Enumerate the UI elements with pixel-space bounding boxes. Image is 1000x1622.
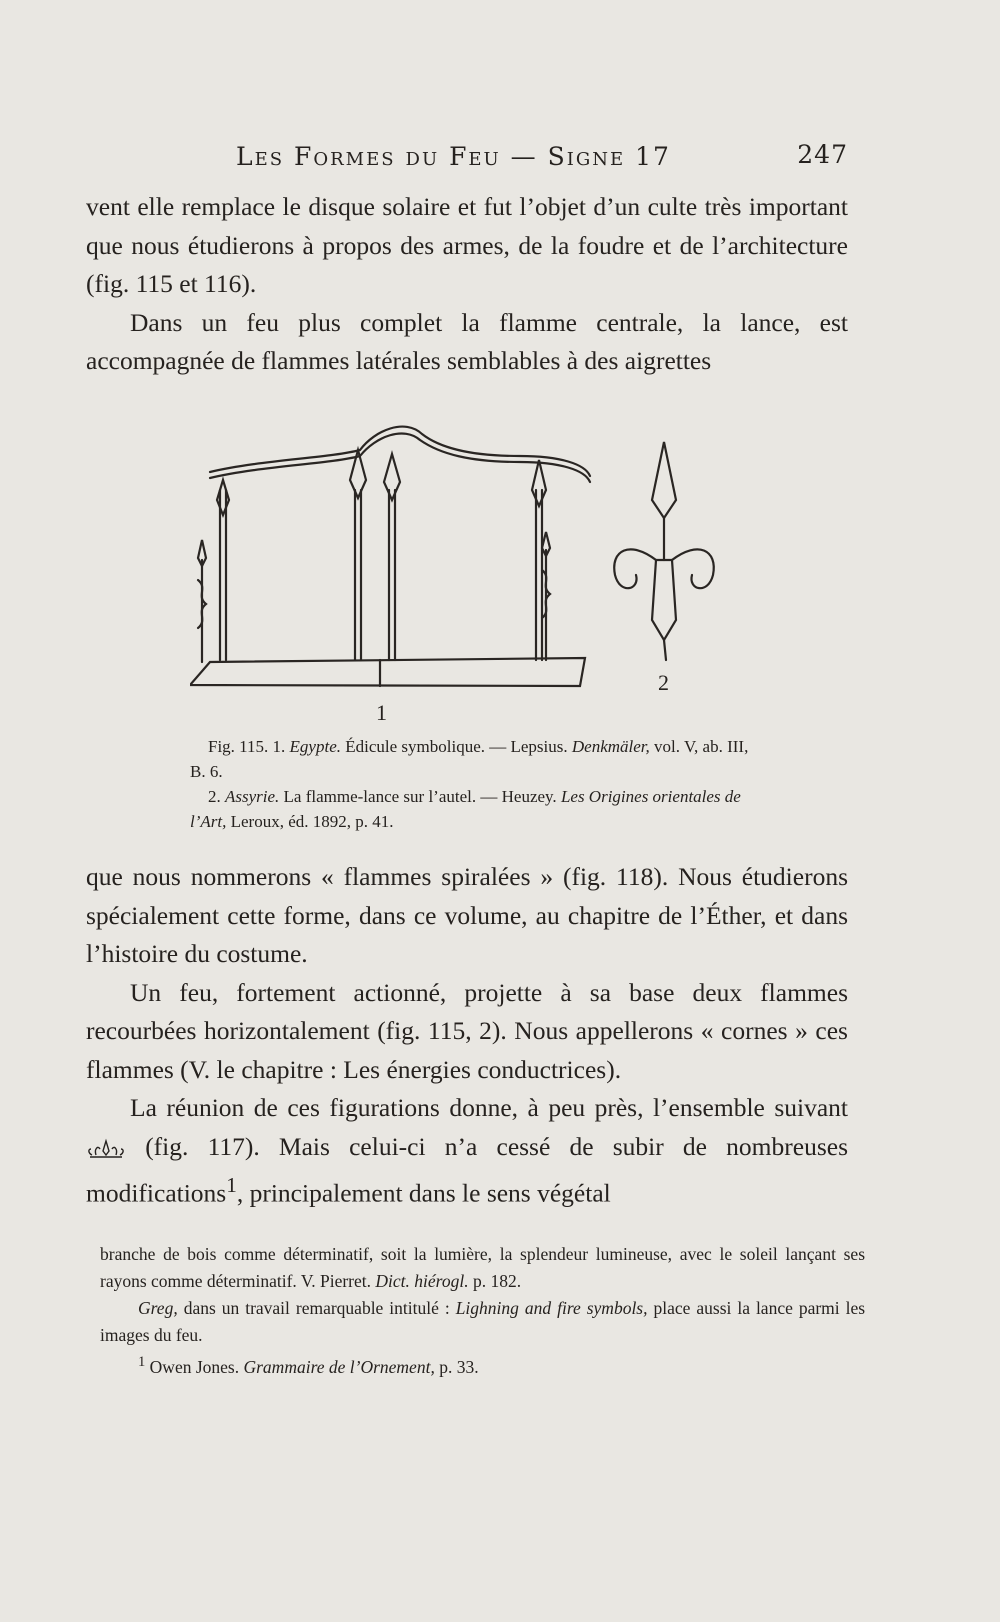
footnote-text: branche de bois comme déterminatif, soit la lumière, la splendeur lumineuse, avec le soleil lançant ses rayons comme déterminatif. V. Pierret. — [100, 1244, 865, 1291]
footnote-marker: 1 — [226, 1173, 237, 1197]
footnote-text: p. 182. — [472, 1271, 522, 1291]
footnotes — [100, 1241, 865, 1381]
footnote-text: p. 33. — [439, 1356, 479, 1377]
paragraph-text: (fig. 117). Mais celui-ci n’a cessé de subir de nombreuses modifications — [86, 1131, 848, 1208]
paragraph-text: La réunion de ces figurations donne, à peu près, l’ensemble suivant — [130, 1093, 848, 1122]
ornament-glyph-icon — [86, 1137, 126, 1161]
body-text-top — [86, 188, 848, 381]
footnote — [100, 1349, 865, 1381]
caption-item-num: 2. — [208, 787, 221, 806]
footnote-italic: Lighning and fire symbols, — [455, 1298, 648, 1318]
footnote-text: place aussi la lance parmi les images du feu. — [100, 1298, 866, 1345]
footnote-italic: Dict. hiérogl. — [375, 1271, 469, 1291]
caption-source-detail: vol. V, ab. III, B. 6. — [190, 737, 749, 781]
figure-label-1: 1 — [376, 700, 387, 725]
caption-text: La flamme-lance sur l’autel. — Heuzey. — [283, 787, 557, 806]
paragraph-text: , principalement dans le sens végétal — [236, 1178, 611, 1208]
caption-text: Édicule symbolique. — Lepsius. — [345, 737, 568, 756]
caption-line — [190, 784, 750, 834]
footnote-number: 1 — [138, 1354, 146, 1370]
footnote-continuation — [100, 1241, 865, 1295]
figure-caption — [190, 734, 750, 834]
paragraph: Un feu, fortement actionné, projette à sa base deux flammes recourbées horizontalement (fig. 115, 2). Nous appellerons « cornes » ces flammes (V. le chapitre : Les énergies conductrices). — [86, 977, 848, 1084]
page-number: 247 — [797, 140, 848, 169]
paragraph: vent elle remplace le disque solaire et fut l’objet d’un culte très important que nous étudierons à propos des armes, de la foudre et de l’architecture (fig. 115 et 116). — [86, 192, 848, 298]
body-text-bottom — [86, 858, 848, 1213]
paragraph — [86, 1089, 848, 1213]
footnote — [100, 1295, 865, 1349]
paragraph: Dans un feu plus complet la flamme centrale, la lance, est accompagnée de flammes latérales semblables à des aigrettes — [86, 307, 848, 375]
running-header — [88, 138, 848, 178]
flame-lance-drawing — [614, 442, 714, 660]
footnote-text: dans un travail remarquable intitulé : — [183, 1298, 450, 1318]
running-title: Les Formes du Feu — Signe 17 — [236, 142, 671, 171]
caption-source-detail: Leroux, éd. 1892, p. 41. — [230, 812, 394, 831]
footnote-text: Owen Jones. — [149, 1356, 240, 1377]
footnote-italic: Grammaire de l’Ornement, — [243, 1356, 435, 1377]
figure-label-2: 2 — [658, 670, 669, 695]
caption-place: Assyrie. — [225, 787, 280, 806]
caption-fig-ref: Fig. 115. — [208, 737, 269, 756]
caption-item-num: 1. — [272, 737, 286, 756]
caption-source: Denkmäler, — [571, 737, 650, 756]
edicule-drawing — [190, 427, 590, 686]
caption-line — [190, 734, 750, 784]
caption-source: Les Origines orientales de l’Art, — [190, 787, 741, 831]
paragraph: que nous nommerons « flammes spiralées » (fig. 118). Nous étudierons spécialement cette forme, dans ce volume, au chapitre de l’Éther, et dans l’histoire du costume. — [86, 862, 848, 968]
caption-place: Egypte. — [289, 737, 341, 756]
figure-115-illustration — [190, 420, 750, 735]
footnote-italic: Greg, — [138, 1298, 178, 1318]
